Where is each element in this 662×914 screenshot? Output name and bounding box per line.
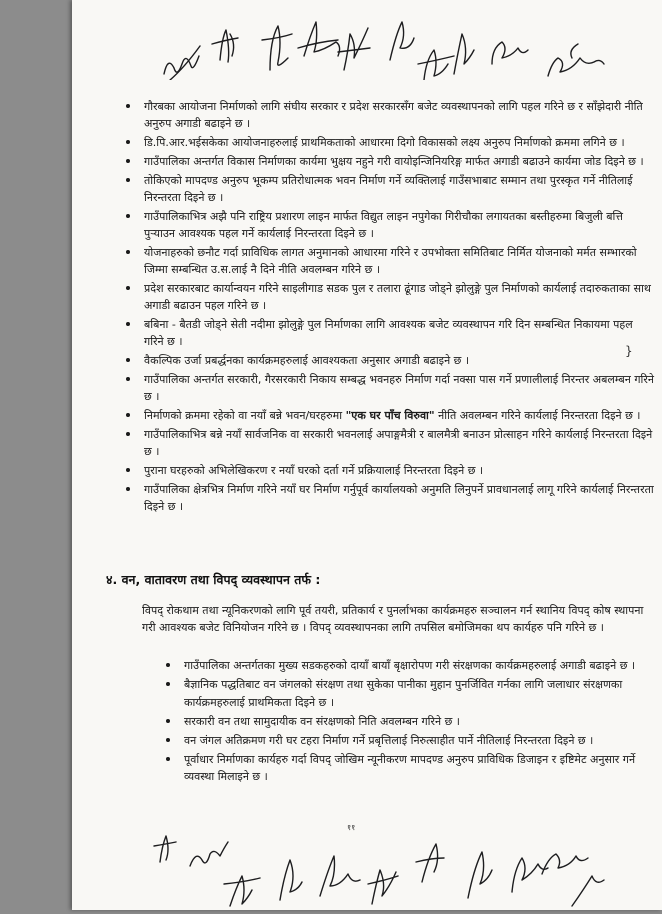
list-item: सरकारी वन तथा सामुदायीक वन संरक्षणको निति अवलम्बन गरिने छ ।: [160, 713, 656, 731]
list-item: पूर्वाधार निर्माणका कार्यहरु गर्दा विपद् जोखिम न्यूनीकरण मापदण्ड अनुरुप प्राविधिक डिजाइन र इष्टिमेट अनुसार गर्ने व्यवस्था मिलाइने छ ।: [160, 751, 656, 786]
list-item: गाउँपालिका अन्तर्गत विकास निर्माणका कार्यमा भुक्षय नहुने गरी वायोइन्जिनियरिङ्ग मार्फत अगाडी बढाउने कार्यमा जोड दिइने छ ।: [120, 153, 654, 170]
list-item: तोकिएको मापदण्ड अनुरुप भूकम्प प्रतिरोधात्मक भवन निर्माण गर्ने व्यक्तिलाई गाउँसभाबाट सम्मान तथा पुरस्कृत गर्ने नीतिलाई निरन्तरता दिइने छ ।: [120, 172, 654, 206]
list-item: बबिना - बैतडी जोड्ने सेती नदीमा झोलुङ्गे पुल निर्माणका लागि आवश्यक बजेट व्यवस्थापन गरि दिन सम्बन्धित निकायमा पहल गरिने छ ।: [120, 316, 654, 350]
signatures-top: [72, 0, 662, 80]
intro-paragraph: विपद् रोकथाम तथा न्यूनिकरणको लागि पूर्व तयरी, प्रतिकार्य र पुनर्लाभका कार्यक्रमहरु सञ्चालन गर्न स्थानिय विपद् कोष स्थापना गरी आवश्यक बजेट विनियोजन गरिने छ । विपद् व्यवस्थापनका लागि तपसिल बमोजिमका थप कार्यहरु पनि गरिने छ ।: [142, 604, 644, 634]
list-item: डि.पि.आर.भईसकेका आयोजनाहरुलाई प्राथमिकताको आधारमा दिगो विकासको लक्ष्य अनुरुप निर्माणको क्रममा लगिने छ ।: [120, 134, 654, 151]
list-item: गाउँपालिकाभित्र बन्ने नयाँ सार्वजनिक वा सरकारी भवनलाई अपाङ्गमैत्री र बालमैत्री बनाउन प्रोत्साहन गरिने कार्यलाई निरन्तरता दिइने छ ।: [120, 426, 654, 460]
list-item: पुराना घरहरुको अभिलेखिकरण र नयाँ घरको दर्ता गर्ने प्रक्रियालाई निरन्तरता दिइने छ ।: [120, 462, 654, 479]
signatures-bottom-image: [72, 822, 662, 910]
ghar-text-after: नीति अवलम्बन गरिने कार्यलाई निरन्तरता दिइने छ ।: [434, 409, 641, 422]
list-item: वन जंगल अतिक्रमण गरी घर टहरा निर्माण गर्ने प्रबृत्तिलाई निरुत्साहीत पार्ने नीतिलाई निरन्तरता दिइने छ ।: [160, 732, 656, 750]
list-item: गाउँपालिका अन्तर्गतका मुख्य सडकहरुको दायाँ बायाँ बृक्षारोपण गरी संरक्षणका कार्यक्रमहरुलाई अगाडी बढाइने छ ।: [160, 657, 656, 675]
signatures-top-image: [72, 0, 662, 80]
document-page: [72, 0, 662, 910]
signatures-bottom: [72, 822, 662, 910]
ghar-text-before: निर्माणको क्रममा रहेको वा नयाँ बन्ने भवन/घरहरुमा: [144, 409, 346, 422]
section-heading: ४. वन, वातावरण तथा विपद् व्यवस्थापन तर्फ :: [106, 572, 321, 587]
disaster-bullet-list: [160, 657, 656, 787]
list-item: गाउँपालिकाभित्र अझै पनि राष्ट्रिय प्रशारण लाइन मार्फत विद्युत लाइन नपुगेका गिरीचौका लगायतका बस्तीहरुमा बिजुली बत्ति पुर्‍याउन आवश्यक पहल गर्ने कार्यलाई निरन्तरता दिइने छ ।: [120, 208, 654, 242]
list-item: गौरबका आयोजना निर्माणको लागि संघीय सरकार र प्रदेश सरकारसँग बजेट व्यवस्थापनको लागि पहल गरिने छ र साँझेदारी नीति अनुरुप अगाडी बढाइने छ ।: [120, 98, 654, 132]
list-item: योजनाहरुको छनौट गर्दा प्राविधिक लागत अनुमानको आधारमा गरिने र उपभोक्ता समितिबाट निर्मित योजनाको मर्मत सम्भारको जिम्मा सम्बन्धित उ.स.लाई नै दिने नीति अवलम्बन गरिने छ ।: [120, 244, 654, 278]
list-item: गाउँपालिका अन्तर्गत सरकारी, गैरसरकारी निकाय सम्बद्ध भवनहरु निर्माण गर्दा नक्सा पास गर्ने प्रणालीलाई निरन्तर अबलम्बन गरिने छ ।: [120, 371, 654, 405]
list-item-ek-ghar: [120, 407, 654, 424]
page-number: ११: [347, 823, 356, 832]
list-item: प्रदेश सरकारबाट कार्यान्वयन गरिने साइलीगाड सडक पुल र तलारा ढूंगाड जोड्ने झोलुङ्गे पुल निर्माणको कार्यलाई तदारुकताका साथ अगाडी बढाउन पहल गरिने छ ।: [120, 280, 654, 314]
policy-bullet-list: [120, 98, 654, 517]
list-item: वैकल्पिक उर्जा प्रबर्द्धनका कार्यक्रमहरुलाई आवश्यकता अनुसार अगाडी बढाइने छ ।: [120, 352, 654, 369]
ek-ghar-panch-biruwa: "एक घर पाँच विरुवा": [345, 409, 435, 422]
list-item: बैज्ञानिक पद्धतिबाट वन जंगलको संरक्षण तथा सुकेका पानीका मुहान पुनर्जिवित गर्नका लागि जलाधार संरक्षणका कार्यक्रमहरुलाई प्राथमिकता दिइने छ ।: [160, 676, 656, 711]
list-item: गाउँपालिका क्षेत्रभित्र निर्माण गरिने नयाँ घर निर्माण गर्नुपूर्व कार्यालयको अनुमति लिनुपर्ने प्रावधानलाई लागू गरिने कार्यलाई निरन्तरता दिइने छ ।: [120, 481, 654, 515]
margin-mark: }: [625, 344, 633, 358]
